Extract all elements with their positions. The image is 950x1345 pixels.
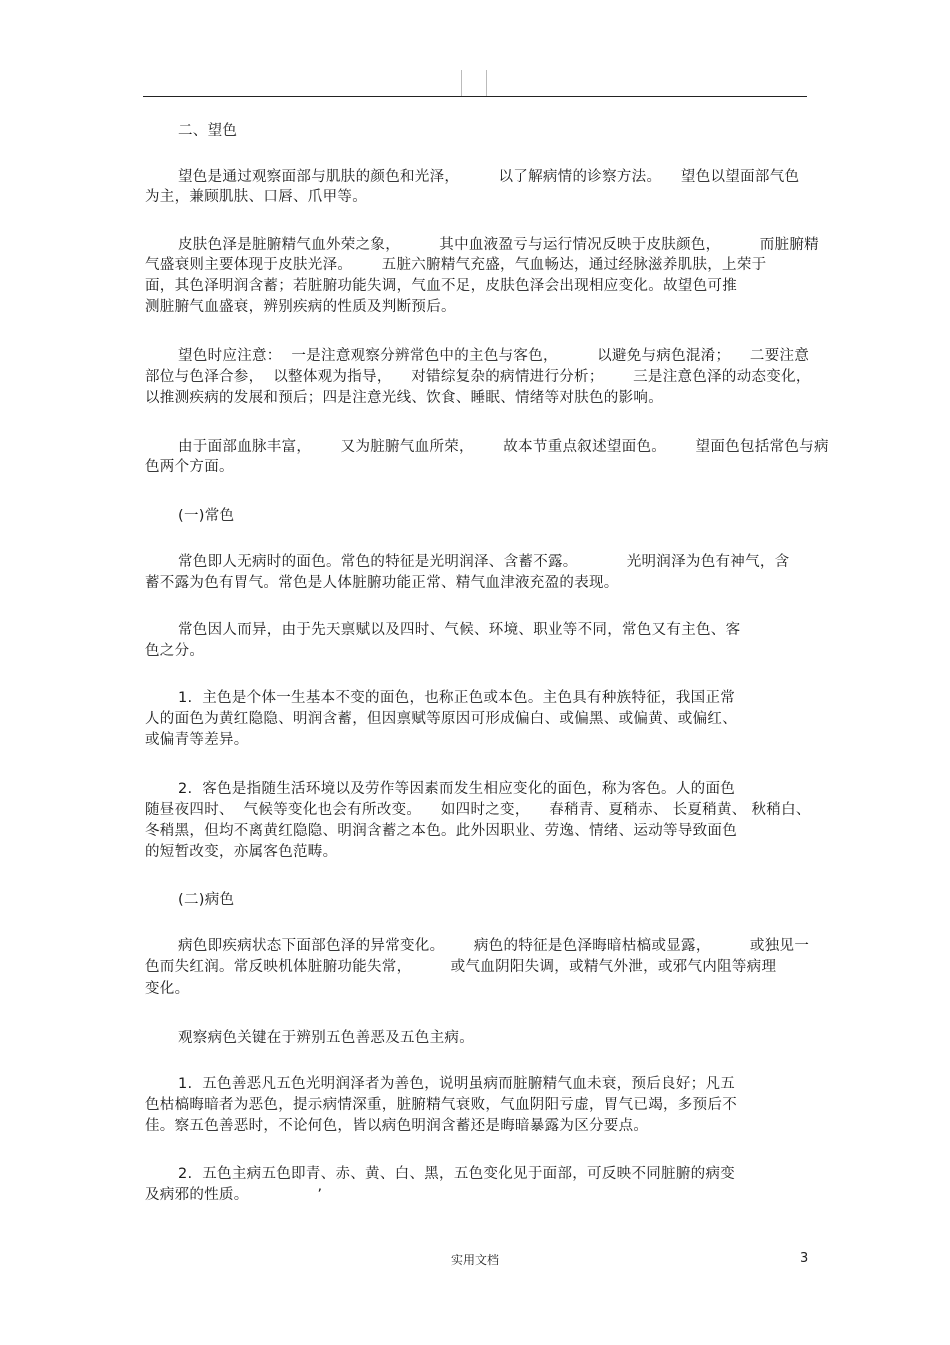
- text-line: 皮肤色泽是脏腑精气血外荣之象， 其中血液盈亏与运行情况反映于皮肤颜色， 而脏腑精: [178, 237, 819, 253]
- text-line: 常色即人无病时的面色。常色的特征是光明润泽、含蓄不露。 光明润泽为色有神气，含: [178, 554, 790, 570]
- text-line: 部位与色泽合参， 以整体观为指导， 对错综复杂的病情进行分析； 三是注意色泽的动态变化，: [145, 369, 811, 385]
- subsection-heading: (一)常色: [178, 508, 235, 524]
- text-line: 2. 客色是指随生活环境以及劳作等因素而发生相应变化的面色，称为客色。人的面色: [178, 781, 736, 797]
- text-line: 蓄不露为色有胃气。常色是人体脏腑功能正常、精气血津液充盈的表现。: [145, 575, 619, 591]
- text-line: 1. 五色善恶凡五色光明润泽者为善色，说明虽病而脏腑精气血未衰，预后良好；凡五: [178, 1076, 736, 1092]
- text-line: 望色是通过观察面部与肌肤的颜色和光泽， 以了解病情的诊察方法。 望色以望面部气色: [178, 169, 800, 185]
- text-line: 测脏腑气血盛衰，辨别疾病的性质及判断预后。: [145, 299, 456, 315]
- text-line: 为主，兼顾肌肤、口唇、爪甲等。: [145, 189, 367, 205]
- text-line: 病色即疾病状态下面部色泽的异常变化。 病色的特征是色泽晦暗枯槁或显露， 或独见一: [178, 938, 810, 954]
- footer-label: 实用文档: [451, 1253, 500, 1267]
- text-line: 人的面色为黄红隐隐、明润含蓄，但因禀赋等原因可形成偏白、或偏黑、或偏黄、或偏红、: [145, 711, 737, 727]
- page-number: 3: [800, 1251, 809, 1266]
- text-line: 观察病色关键在于辨别五色善恶及五色主病。: [178, 1030, 474, 1046]
- text-line: 佳。察五色善恶时，不论何色，皆以病色明润含蓄还是晦暗暴露为区分要点。: [145, 1118, 649, 1134]
- subsection-heading: (二)病色: [178, 892, 235, 908]
- text-line: 或偏青等差异。: [145, 732, 249, 748]
- text-line: 望色时应注意： 一是注意观察分辨常色中的主色与客色， 以避免与病色混淆； 二要注意: [178, 348, 810, 364]
- text-line: 色枯槁晦暗者为恶色，提示病情深重，脏腑精气衰败，气血阴阳亏虚，胃气已竭，多预后不: [145, 1097, 737, 1113]
- text-line: 常色因人而异，由于先天禀赋以及四时、气候、环境、职业等不同，常色又有主色、客: [178, 622, 741, 638]
- text-line: 及病邪的性质。 ’: [145, 1187, 323, 1203]
- text-line: 由于面部血脉丰富， 又为脏腑气血所荣， 故本节重点叙述望面色。 望面色包括常色与病: [178, 439, 829, 455]
- text-line: 气盛衰则主要体现于皮肤光泽。 五脏六腑精气充盛，气血畅达，通过经脉滋养肌肤，上荣于: [145, 257, 767, 273]
- text-line: 色两个方面。: [145, 459, 234, 475]
- text-line: 1. 主色是个体一生基本不变的面色，也称正色或本色。主色具有种族特征，我国正常: [178, 690, 736, 706]
- text-line: 面，其色泽明润含蓄；若脏腑功能失调，气血不足，皮肤色泽会出现相应变化。故望色可推: [145, 278, 737, 294]
- text-line: 冬稍黑，但均不离黄红隐隐、明润含蓄之本色。此外因职业、劳逸、情绪、运动等导致面色: [145, 823, 737, 839]
- section-heading: 二、望色: [178, 123, 238, 139]
- text-line: 色之分。: [145, 643, 205, 659]
- text-line: 变化。: [145, 981, 190, 997]
- text-line: 随昼夜四时、 气候等变化也会有所改变。 如四时之变， 春稍青、夏稍赤、 长夏稍黄、 秋稍白、: [145, 802, 811, 818]
- text-line: 以推测疾病的发展和预后；四是注意光线、饮食、睡眠、情绪等对肤色的影响。: [145, 390, 663, 406]
- text-line: 色而失红润。常反映机体脏腑功能失常， 或气血阴阳失调，或精气外泄，或邪气内阻等病理: [145, 959, 777, 975]
- text-line: 的短暂改变，亦属客色范畴。: [145, 844, 338, 860]
- text-line: 2. 五色主病五色即青、赤、黄、白、黑，五色变化见于面部，可反映不同脏腑的病变: [178, 1166, 736, 1182]
